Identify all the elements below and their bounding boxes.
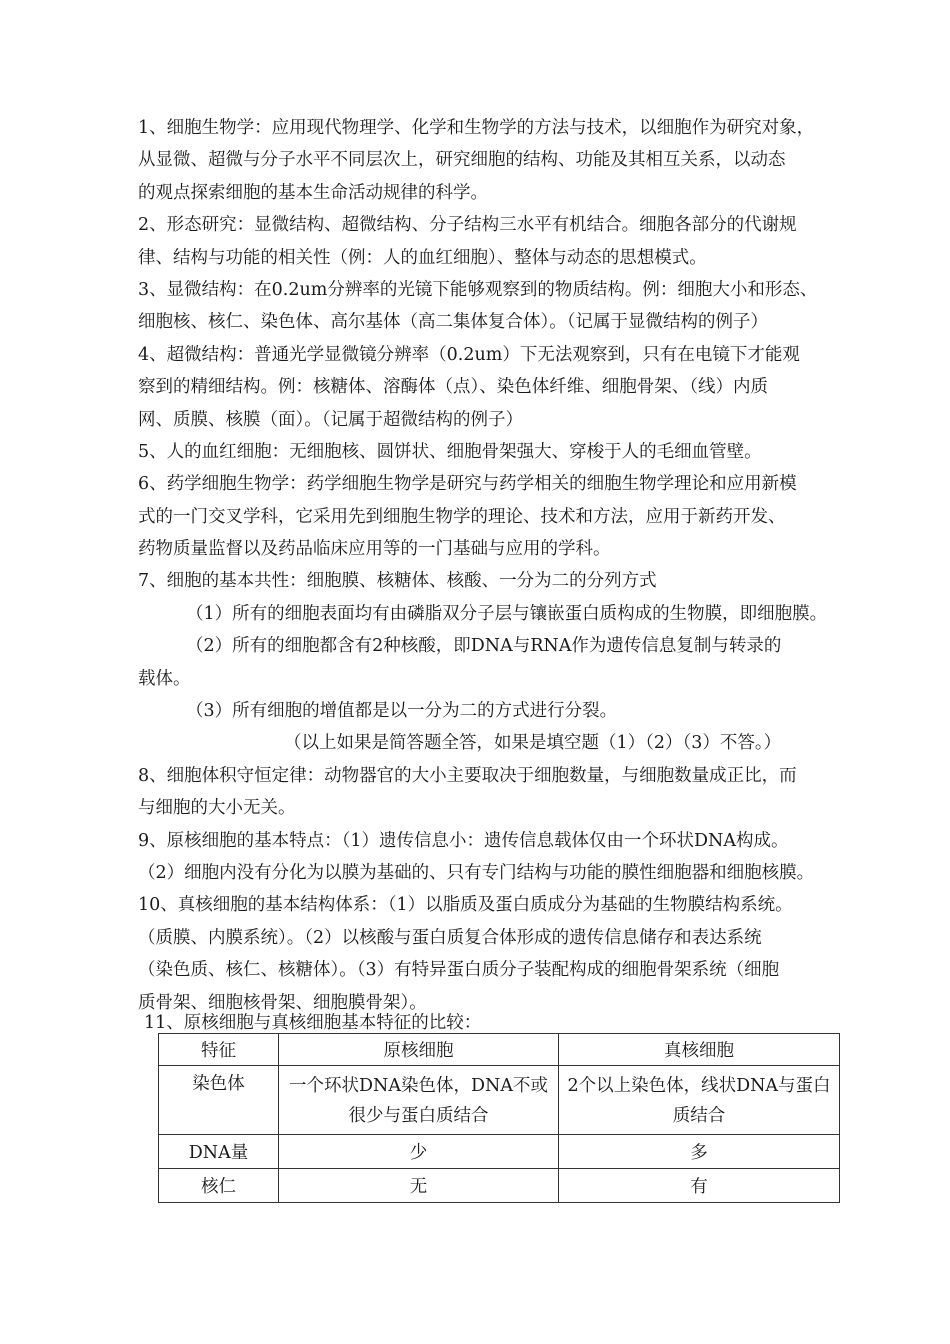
paragraph-line: 从显微、超微与分子水平不同层次上，研究细胞的结构、功能及其相互关系，以动态 — [138, 150, 786, 171]
paragraph-line: 载体。 — [138, 668, 191, 689]
table-row — [159, 1169, 840, 1203]
comparison-table — [158, 1033, 840, 1203]
paragraph-line: 9、原核细胞的基本特点：（1）遗传信息小：遗传信息载体仅由一个环状DNA构成。 — [138, 830, 789, 851]
paragraph-line: 1、细胞生物学：应用现代物理学、化学和生物学的方法与技术，以细胞作为研究对象， — [138, 118, 815, 138]
paragraph-line: 10、真核细胞的基本结构体系：（1）以脂质及蛋白质成分为基础的生物膜结构系统。 — [138, 895, 793, 916]
paragraph-line: 3、显微结构：在0.2um分辨率的光镜下能够观察到的物质结构。例：细胞大小和形态、 — [138, 279, 818, 300]
paragraph-line: 7、细胞的基本共性：细胞膜、核糖体、核酸、一分为二的分列方式 — [138, 571, 657, 592]
paragraph-line: 式的一门交叉学科，它采用先到细胞生物学的理论、技术和方法，应用于新药开发、 — [138, 506, 786, 527]
paragraph-line: 6、药学细胞生物学：药学细胞生物学是研究与药学相关的细胞生物学理论和应用新模 — [138, 474, 797, 495]
paragraph-line: 的观点探索细胞的基本生命活动规律的科学。 — [138, 182, 488, 203]
table-row — [159, 1135, 840, 1169]
paragraph-line: （2）细胞内没有分化为以膜为基础的、只有专门结构与功能的膜性细胞器和细胞核膜。 — [138, 862, 815, 883]
table-header-cell: 真核细胞 — [559, 1034, 840, 1066]
table-cell: 染色体 — [159, 1066, 279, 1135]
paragraph-line: （3）所有细胞的增值都是以一分为二的方式进行分裂。 — [186, 701, 618, 722]
paragraph-line: （染色质、核仁、核糖体）。（3）有特异蛋白质分子装配构成的细胞骨架系统（细胞 — [138, 960, 780, 981]
paragraph-line: 与细胞的大小无关。 — [138, 798, 296, 819]
table-header-cell: 原核细胞 — [279, 1034, 559, 1066]
paragraph-line: （以上如果是简答题全答，如果是填空题（1）（2）（3）不答。） — [284, 733, 782, 754]
paragraph-line: 药物质量监督以及药品临床应用等的一门基础与应用的学科。 — [138, 539, 611, 560]
paragraph-line: 8、细胞体积守恒定律：动物器官的大小主要取决于细胞数量，与细胞数量成正比，而 — [138, 765, 797, 786]
table-header-cell: 特征 — [159, 1034, 279, 1066]
paragraph-line: 2、形态研究：显微结构、超微结构、分子结构三水平有机结合。细胞各部分的代谢规 — [138, 215, 797, 236]
table-row — [159, 1066, 840, 1135]
paragraph-line: 质骨架、细胞核骨架、细胞膜骨架）。 — [138, 992, 427, 1013]
table-cell: 核仁 — [159, 1169, 279, 1203]
table-cell: 无 — [279, 1169, 559, 1203]
paragraph-line: （1）所有的细胞表面均有由磷脂双分子层与镶嵌蛋白质构成的生物膜，即细胞膜。 — [186, 603, 828, 624]
table-title: 11、原核细胞与真核细胞基本特征的比较： — [144, 1013, 482, 1033]
paragraph-line: 细胞核、核仁、染色体、高尔基体（高二集体复合体）。（记属于显微结构的例子） — [138, 312, 768, 333]
paragraph-line: 4、超微结构：普通光学显微镜分辨率（0.2um）下无法观察到，只有在电镜下才能观 — [138, 344, 800, 365]
paragraph-line: 网、质膜、核膜（面）。（记属于超微结构的例子） — [138, 409, 523, 430]
notes-body — [138, 112, 878, 1019]
table-cell: 有 — [559, 1169, 840, 1203]
paragraph-line: 5、人的血红细胞：无细胞核、圆饼状、细胞骨架强大、穿梭于人的毛细血管壁。 — [138, 441, 762, 462]
table-cell: 少 — [279, 1135, 559, 1169]
table-cell: 2个以上染色体，线状DNA与蛋白质结合 — [559, 1066, 840, 1135]
paragraph-line: 律、结构与功能的相关性（例：人的血红细胞）、整体与动态的思想模式。 — [138, 247, 707, 268]
table-cell: DNA量 — [159, 1135, 279, 1169]
paragraph-line: （2）所有的细胞都含有2种核酸，即DNA与RNA作为遗传信息复制与转录的 — [186, 636, 782, 657]
table-cell: 一个环状DNA染色体，DNA不或很少与蛋白质结合 — [279, 1066, 559, 1135]
paragraph-line: 察到的精细结构。例：核糖体、溶酶体（点）、染色体纤维、细胞骨架、（线）内质 — [138, 377, 768, 398]
table-header-row — [159, 1034, 840, 1066]
paragraph-line: （质膜、内膜系统）。（2）以核酸与蛋白质复合体形成的遗传信息储存和表达系统 — [138, 927, 762, 948]
table-cell: 多 — [559, 1135, 840, 1169]
